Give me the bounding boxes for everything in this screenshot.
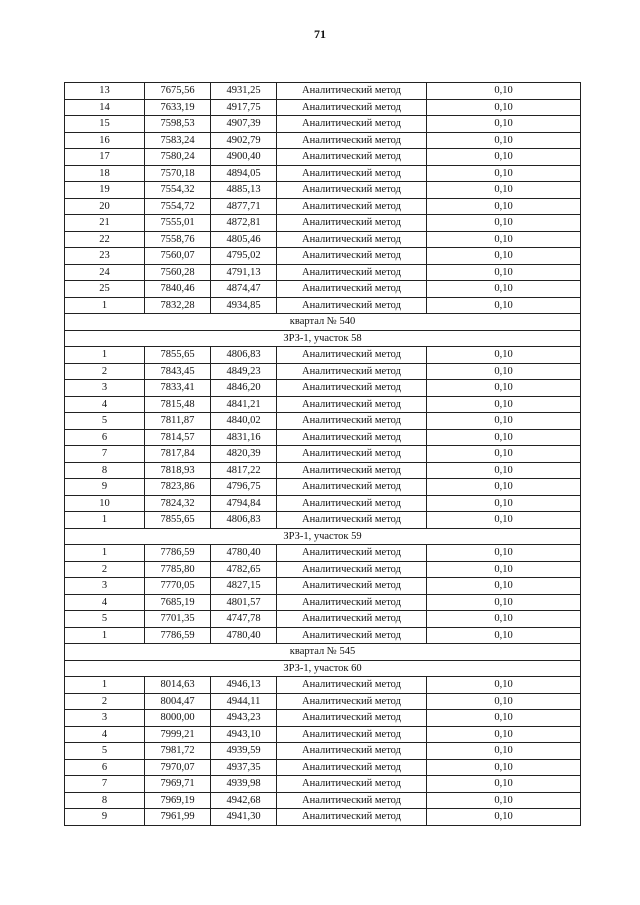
point-number-cell: 3 [65, 710, 145, 727]
x-coordinate-cell: 8000,00 [145, 710, 211, 727]
point-number-cell: 2 [65, 693, 145, 710]
section-header: ЗРЗ-1, участок 59 [65, 528, 581, 545]
method-cell: Аналитический метод [277, 149, 427, 166]
table-row [65, 297, 581, 314]
accuracy-cell: 0,10 [427, 248, 581, 265]
method-cell: Аналитический метод [277, 396, 427, 413]
point-number-cell: 2 [65, 561, 145, 578]
y-coordinate-cell: 4747,78 [211, 611, 277, 628]
y-coordinate-cell: 4872,81 [211, 215, 277, 232]
table-row [65, 594, 581, 611]
method-cell: Аналитический метод [277, 611, 427, 628]
accuracy-cell: 0,10 [427, 693, 581, 710]
accuracy-cell: 0,10 [427, 594, 581, 611]
x-coordinate-cell: 7770,05 [145, 578, 211, 595]
x-coordinate-cell: 7833,41 [145, 380, 211, 397]
x-coordinate-cell: 7786,59 [145, 627, 211, 644]
accuracy-cell: 0,10 [427, 363, 581, 380]
x-coordinate-cell: 7969,19 [145, 792, 211, 809]
table-row [65, 182, 581, 199]
point-number-cell: 9 [65, 479, 145, 496]
y-coordinate-cell: 4885,13 [211, 182, 277, 199]
accuracy-cell: 0,10 [427, 479, 581, 496]
accuracy-cell: 0,10 [427, 149, 581, 166]
table-row [65, 462, 581, 479]
x-coordinate-cell: 7570,18 [145, 165, 211, 182]
method-cell: Аналитический метод [277, 479, 427, 496]
y-coordinate-cell: 4806,83 [211, 347, 277, 364]
method-cell: Аналитический метод [277, 792, 427, 809]
method-cell: Аналитический метод [277, 198, 427, 215]
point-number-cell: 8 [65, 462, 145, 479]
y-coordinate-cell: 4846,20 [211, 380, 277, 397]
y-coordinate-cell: 4840,02 [211, 413, 277, 430]
table-row [65, 446, 581, 463]
x-coordinate-cell: 7814,57 [145, 429, 211, 446]
table-row [65, 429, 581, 446]
y-coordinate-cell: 4806,83 [211, 512, 277, 529]
table-row [65, 99, 581, 116]
table-row [65, 759, 581, 776]
table-row [65, 726, 581, 743]
accuracy-cell: 0,10 [427, 759, 581, 776]
point-number-cell: 2 [65, 363, 145, 380]
method-cell: Аналитический метод [277, 264, 427, 281]
method-cell: Аналитический метод [277, 116, 427, 133]
point-number-cell: 5 [65, 743, 145, 760]
x-coordinate-cell: 7823,86 [145, 479, 211, 496]
method-cell: Аналитический метод [277, 83, 427, 100]
table-row [65, 809, 581, 826]
accuracy-cell: 0,10 [427, 627, 581, 644]
y-coordinate-cell: 4801,57 [211, 594, 277, 611]
y-coordinate-cell: 4944,11 [211, 693, 277, 710]
method-cell: Аналитический метод [277, 132, 427, 149]
method-cell: Аналитический метод [277, 165, 427, 182]
point-number-cell: 8 [65, 792, 145, 809]
table-row [65, 165, 581, 182]
accuracy-cell: 0,10 [427, 545, 581, 562]
point-number-cell: 18 [65, 165, 145, 182]
method-cell: Аналитический метод [277, 413, 427, 430]
x-coordinate-cell: 7785,80 [145, 561, 211, 578]
point-number-cell: 17 [65, 149, 145, 166]
method-cell: Аналитический метод [277, 462, 427, 479]
point-number-cell: 1 [65, 512, 145, 529]
method-cell: Аналитический метод [277, 297, 427, 314]
table-row [65, 561, 581, 578]
point-number-cell: 1 [65, 627, 145, 644]
method-cell: Аналитический метод [277, 446, 427, 463]
accuracy-cell: 0,10 [427, 396, 581, 413]
table-row [65, 710, 581, 727]
point-number-cell: 23 [65, 248, 145, 265]
coordinates-table-body [65, 83, 581, 826]
method-cell: Аналитический метод [277, 182, 427, 199]
page-number: 71 [314, 27, 326, 41]
x-coordinate-cell: 7558,76 [145, 231, 211, 248]
method-cell: Аналитический метод [277, 594, 427, 611]
accuracy-cell: 0,10 [427, 380, 581, 397]
table-row [65, 396, 581, 413]
x-coordinate-cell: 7981,72 [145, 743, 211, 760]
y-coordinate-cell: 4894,05 [211, 165, 277, 182]
accuracy-cell: 0,10 [427, 347, 581, 364]
point-number-cell: 1 [65, 347, 145, 364]
table-row [65, 792, 581, 809]
y-coordinate-cell: 4907,39 [211, 116, 277, 133]
point-number-cell: 19 [65, 182, 145, 199]
accuracy-cell: 0,10 [427, 198, 581, 215]
y-coordinate-cell: 4942,68 [211, 792, 277, 809]
x-coordinate-cell: 7970,07 [145, 759, 211, 776]
method-cell: Аналитический метод [277, 512, 427, 529]
coordinates-table [64, 82, 581, 826]
x-coordinate-cell: 7815,48 [145, 396, 211, 413]
accuracy-cell: 0,10 [427, 561, 581, 578]
table-row [65, 149, 581, 166]
x-coordinate-cell: 7560,28 [145, 264, 211, 281]
section-header-row [65, 330, 581, 347]
point-number-cell: 7 [65, 776, 145, 793]
y-coordinate-cell: 4791,13 [211, 264, 277, 281]
table-row [65, 281, 581, 298]
y-coordinate-cell: 4831,16 [211, 429, 277, 446]
accuracy-cell: 0,10 [427, 215, 581, 232]
x-coordinate-cell: 7855,65 [145, 512, 211, 529]
method-cell: Аналитический метод [277, 693, 427, 710]
table-row [65, 627, 581, 644]
section-header-row [65, 660, 581, 677]
x-coordinate-cell: 7554,72 [145, 198, 211, 215]
accuracy-cell: 0,10 [427, 578, 581, 595]
point-number-cell: 1 [65, 545, 145, 562]
method-cell: Аналитический метод [277, 545, 427, 562]
point-number-cell: 7 [65, 446, 145, 463]
x-coordinate-cell: 7685,19 [145, 594, 211, 611]
y-coordinate-cell: 4941,30 [211, 809, 277, 826]
accuracy-cell: 0,10 [427, 116, 581, 133]
point-number-cell: 21 [65, 215, 145, 232]
point-number-cell: 25 [65, 281, 145, 298]
y-coordinate-cell: 4780,40 [211, 545, 277, 562]
accuracy-cell: 0,10 [427, 512, 581, 529]
accuracy-cell: 0,10 [427, 264, 581, 281]
method-cell: Аналитический метод [277, 380, 427, 397]
method-cell: Аналитический метод [277, 627, 427, 644]
accuracy-cell: 0,10 [427, 83, 581, 100]
table-row [65, 215, 581, 232]
method-cell: Аналитический метод [277, 99, 427, 116]
accuracy-cell: 0,10 [427, 776, 581, 793]
y-coordinate-cell: 4946,13 [211, 677, 277, 694]
accuracy-cell: 0,10 [427, 446, 581, 463]
table-row [65, 413, 581, 430]
table-row [65, 611, 581, 628]
y-coordinate-cell: 4820,39 [211, 446, 277, 463]
y-coordinate-cell: 4943,10 [211, 726, 277, 743]
section-header-row [65, 314, 581, 331]
point-number-cell: 15 [65, 116, 145, 133]
y-coordinate-cell: 4796,75 [211, 479, 277, 496]
x-coordinate-cell: 7583,24 [145, 132, 211, 149]
x-coordinate-cell: 7961,99 [145, 809, 211, 826]
accuracy-cell: 0,10 [427, 99, 581, 116]
y-coordinate-cell: 4795,02 [211, 248, 277, 265]
method-cell: Аналитический метод [277, 248, 427, 265]
accuracy-cell: 0,10 [427, 792, 581, 809]
point-number-cell: 6 [65, 759, 145, 776]
y-coordinate-cell: 4780,40 [211, 627, 277, 644]
table-row [65, 347, 581, 364]
x-coordinate-cell: 7824,32 [145, 495, 211, 512]
accuracy-cell: 0,10 [427, 297, 581, 314]
method-cell: Аналитический метод [277, 215, 427, 232]
point-number-cell: 4 [65, 396, 145, 413]
section-header-row [65, 644, 581, 661]
table-row [65, 264, 581, 281]
table-row [65, 578, 581, 595]
y-coordinate-cell: 4782,65 [211, 561, 277, 578]
section-header: ЗРЗ-1, участок 58 [65, 330, 581, 347]
table-row [65, 545, 581, 562]
point-number-cell: 6 [65, 429, 145, 446]
method-cell: Аналитический метод [277, 726, 427, 743]
point-number-cell: 3 [65, 578, 145, 595]
accuracy-cell: 0,10 [427, 710, 581, 727]
table-row [65, 116, 581, 133]
accuracy-cell: 0,10 [427, 726, 581, 743]
accuracy-cell: 0,10 [427, 611, 581, 628]
point-number-cell: 20 [65, 198, 145, 215]
point-number-cell: 13 [65, 83, 145, 100]
x-coordinate-cell: 7840,46 [145, 281, 211, 298]
method-cell: Аналитический метод [277, 759, 427, 776]
point-number-cell: 1 [65, 677, 145, 694]
x-coordinate-cell: 7560,07 [145, 248, 211, 265]
point-number-cell: 22 [65, 231, 145, 248]
accuracy-cell: 0,10 [427, 165, 581, 182]
accuracy-cell: 0,10 [427, 182, 581, 199]
method-cell: Аналитический метод [277, 363, 427, 380]
x-coordinate-cell: 7969,71 [145, 776, 211, 793]
point-number-cell: 16 [65, 132, 145, 149]
accuracy-cell: 0,10 [427, 231, 581, 248]
table-row [65, 512, 581, 529]
point-number-cell: 4 [65, 594, 145, 611]
point-number-cell: 10 [65, 495, 145, 512]
point-number-cell: 5 [65, 413, 145, 430]
x-coordinate-cell: 7843,45 [145, 363, 211, 380]
section-header: квартал № 540 [65, 314, 581, 331]
method-cell: Аналитический метод [277, 776, 427, 793]
section-header: ЗРЗ-1, участок 60 [65, 660, 581, 677]
y-coordinate-cell: 4874,47 [211, 281, 277, 298]
x-coordinate-cell: 7633,19 [145, 99, 211, 116]
x-coordinate-cell: 7811,87 [145, 413, 211, 430]
method-cell: Аналитический метод [277, 809, 427, 826]
accuracy-cell: 0,10 [427, 132, 581, 149]
method-cell: Аналитический метод [277, 495, 427, 512]
x-coordinate-cell: 8014,63 [145, 677, 211, 694]
method-cell: Аналитический метод [277, 429, 427, 446]
point-number-cell: 14 [65, 99, 145, 116]
y-coordinate-cell: 4937,35 [211, 759, 277, 776]
table-row [65, 479, 581, 496]
y-coordinate-cell: 4917,75 [211, 99, 277, 116]
accuracy-cell: 0,10 [427, 281, 581, 298]
x-coordinate-cell: 7999,21 [145, 726, 211, 743]
point-number-cell: 9 [65, 809, 145, 826]
point-number-cell: 3 [65, 380, 145, 397]
y-coordinate-cell: 4934,85 [211, 297, 277, 314]
method-cell: Аналитический метод [277, 347, 427, 364]
table-row [65, 693, 581, 710]
method-cell: Аналитический метод [277, 743, 427, 760]
table-row [65, 743, 581, 760]
point-number-cell: 4 [65, 726, 145, 743]
y-coordinate-cell: 4939,98 [211, 776, 277, 793]
method-cell: Аналитический метод [277, 281, 427, 298]
table-row [65, 380, 581, 397]
x-coordinate-cell: 7832,28 [145, 297, 211, 314]
accuracy-cell: 0,10 [427, 677, 581, 694]
y-coordinate-cell: 4827,15 [211, 578, 277, 595]
accuracy-cell: 0,10 [427, 743, 581, 760]
y-coordinate-cell: 4900,40 [211, 149, 277, 166]
section-header-row [65, 528, 581, 545]
x-coordinate-cell: 7555,01 [145, 215, 211, 232]
y-coordinate-cell: 4939,59 [211, 743, 277, 760]
table-row [65, 248, 581, 265]
y-coordinate-cell: 4877,71 [211, 198, 277, 215]
point-number-cell: 1 [65, 297, 145, 314]
x-coordinate-cell: 7786,59 [145, 545, 211, 562]
y-coordinate-cell: 4849,23 [211, 363, 277, 380]
x-coordinate-cell: 7580,24 [145, 149, 211, 166]
table-row [65, 677, 581, 694]
x-coordinate-cell: 8004,47 [145, 693, 211, 710]
point-number-cell: 5 [65, 611, 145, 628]
y-coordinate-cell: 4902,79 [211, 132, 277, 149]
method-cell: Аналитический метод [277, 578, 427, 595]
x-coordinate-cell: 7554,32 [145, 182, 211, 199]
point-number-cell: 24 [65, 264, 145, 281]
table-row [65, 83, 581, 100]
y-coordinate-cell: 4931,25 [211, 83, 277, 100]
y-coordinate-cell: 4805,46 [211, 231, 277, 248]
accuracy-cell: 0,10 [427, 495, 581, 512]
x-coordinate-cell: 7598,53 [145, 116, 211, 133]
y-coordinate-cell: 4943,23 [211, 710, 277, 727]
section-header: квартал № 545 [65, 644, 581, 661]
table-row [65, 776, 581, 793]
x-coordinate-cell: 7817,84 [145, 446, 211, 463]
table-row [65, 231, 581, 248]
method-cell: Аналитический метод [277, 710, 427, 727]
table-row [65, 198, 581, 215]
y-coordinate-cell: 4841,21 [211, 396, 277, 413]
table-row [65, 132, 581, 149]
x-coordinate-cell: 7818,93 [145, 462, 211, 479]
x-coordinate-cell: 7855,65 [145, 347, 211, 364]
accuracy-cell: 0,10 [427, 429, 581, 446]
y-coordinate-cell: 4794,84 [211, 495, 277, 512]
table-row [65, 363, 581, 380]
method-cell: Аналитический метод [277, 561, 427, 578]
accuracy-cell: 0,10 [427, 809, 581, 826]
y-coordinate-cell: 4817,22 [211, 462, 277, 479]
accuracy-cell: 0,10 [427, 413, 581, 430]
x-coordinate-cell: 7701,35 [145, 611, 211, 628]
table-row [65, 495, 581, 512]
method-cell: Аналитический метод [277, 677, 427, 694]
accuracy-cell: 0,10 [427, 462, 581, 479]
x-coordinate-cell: 7675,56 [145, 83, 211, 100]
method-cell: Аналитический метод [277, 231, 427, 248]
